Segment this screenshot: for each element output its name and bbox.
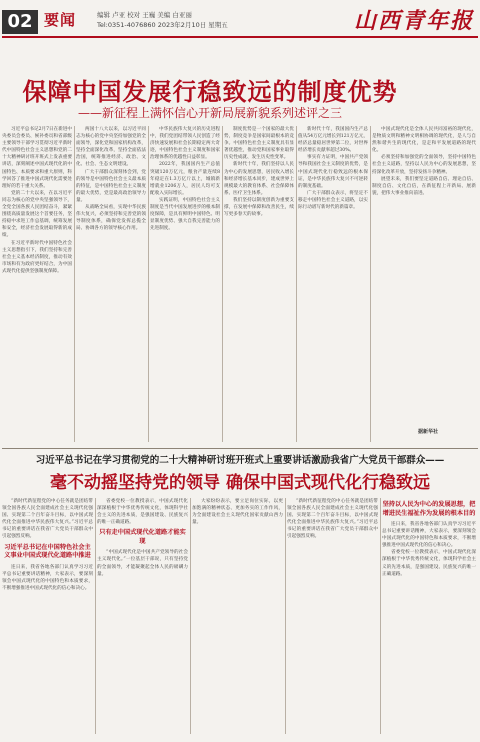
page-number: 02 bbox=[2, 10, 38, 34]
paragraph: 中华民族伟大复兴的历史进程中，我们党团结带领人民创造了经济快速发展和社会长期稳定两大奇迹，中国特色社会主义制度和国家治理体系的优越性日益彰显。 bbox=[150, 127, 220, 161]
lead-column bbox=[298, 126, 368, 446]
paragraph: 我们坚持以制度创新为重要支撑，在发展中保障和改善民生，续写更多春天的故事。 bbox=[224, 197, 294, 218]
paragraph: 广大干部群众深刻体会到，党的领导是中国特色社会主义最本质的特征，是中国特色社会主义制度的最大优势，党是最高政治领导力量。 bbox=[76, 169, 146, 203]
lead-column bbox=[76, 126, 146, 446]
paragraph: 在习近平新时代中国特色社会主义思想指引下，我们坚持和完善社会主义基本经济制度，推动有效市场和有为政府更好结合，为中国式现代化提供坚强制度保障。 bbox=[2, 240, 72, 274]
lead-column bbox=[224, 126, 294, 446]
second-column bbox=[97, 498, 188, 736]
second-article-title: 毫不动摇坚持党的领导 确保中国式现代化行稳致远 bbox=[50, 473, 430, 493]
column-divider bbox=[74, 126, 75, 442]
paragraph: 大家纷纷表示，要立足岗位实际，以更加饱满的精神状态、更加务实的工作作风，为全面建设社会主义现代化国家贡献山西力量。 bbox=[192, 499, 283, 526]
lead-column bbox=[150, 126, 220, 446]
paragraph: 广大干部群众表示，将坚定不移走中国特色社会主义道路，以实际行动谱写新时代的新篇章。 bbox=[298, 190, 368, 211]
second-column bbox=[382, 498, 476, 736]
paragraph: 中国式现代化是全体人民共同富裕的现代化，是物质文明和精神文明相协调的现代化，是人与自然和谐共生的现代化，是走和平发展道路的现代化。 bbox=[372, 127, 476, 154]
paragraph: “新时代新征程党的中心任务就是团结带领全国各族人民全面建成社会主义现代化强国、实现第二个百年奋斗目标，以中国式现代化全面推进中华民族伟大复兴。”习近平总书记的重要讲话在我省广大党员干部群众中引起强烈反响。 bbox=[2, 499, 93, 540]
masthead-rule bbox=[2, 36, 478, 38]
second-column bbox=[287, 498, 378, 736]
paragraph: 新时代十年，我国国内生产总值从54万亿元增长到121万亿元，经济总量稳居世界第二位，对世界经济增长贡献率超过30%。 bbox=[298, 127, 368, 154]
paragraph: 省委党校一位教授表示，中国式现代化深深植根于中华优秀传统文化，体现科学社会主义的先进本质，是强国建设、民族复兴的唯一正确道路。 bbox=[382, 550, 476, 577]
column-divider bbox=[296, 126, 297, 442]
paragraph: 习近平总书记2月7日在新进中央委员会委员、候补委员和省部级主要领导干部学习贯彻习近平新时代中国特色社会主义思想和党的二十大精神研讨班开班式上发表重要讲话，深刻阐述中国式现代化的中国特色、本质要求和重大原则，科学回答了推进中国式现代化需要处理好的若干重大关系。 bbox=[2, 127, 72, 189]
paragraph: 连日来，我省各地各部门认真学习习近平总书记重要讲话精神，大家表示，要深刻领会中国式现代化的中国特色和本质要求，不断增强推进中国式现代化的信心和决心。 bbox=[2, 564, 93, 591]
second-column bbox=[2, 498, 93, 736]
lead-article-byline: 据新华社 bbox=[418, 429, 439, 435]
paragraph: 省委党校一位教授表示，中国式现代化深深植根于中华优秀传统文化，体现科学社会主义的先进本质，是强国建设、民族复兴的唯一正确道路。 bbox=[97, 499, 188, 526]
lead-column bbox=[2, 126, 72, 446]
paragraph: “新时代新征程党的中心任务就是团结带领全国各族人民全面建成社会主义现代化强国、实现第二个百年奋斗目标，以中国式现代化全面推进中华民族伟大复兴。”习近平总书记的重要讲话在我省广大党员干部群众中引起强烈反响。 bbox=[287, 499, 378, 540]
section-name: 要闻 bbox=[44, 11, 77, 29]
paragraph: 必须坚持和加强党的全面领导，坚持中国特色社会主义道路，坚持以人民为中心的发展思想，坚持深化改革开放，坚持发扬斗争精神。 bbox=[372, 155, 476, 175]
paragraph: 新时代十年，我们坚持以人民为中心的发展思想，居民收入增长和经济增长基本同步，建成世界上规模最大的教育体系、社会保障体系、医疗卫生体系。 bbox=[224, 162, 294, 196]
column-divider bbox=[222, 126, 223, 442]
paragraph: 两国十八大以来，以习近平同志为核心的党中央坚持加强党的全面领导，深化党和国家机构改革，坚持全面深化改革，坚持全面依法治国，统筹推进经济、政治、文化、社会、生态文明建设。 bbox=[76, 127, 146, 168]
date-line: Tel:0351-4076860 2023年2月10日 星期五 bbox=[97, 21, 228, 29]
paragraph: “中国式现代化是中国共产党领导的社会主义现代化。”一位基层干部说，只有坚持党的全面领导，才能凝聚起全体人民的磅礴力量。 bbox=[97, 550, 188, 577]
paragraph: 事实有力证明，中国共产党领导和我国社会主义制度的优势，是中国式现代化行稳致远的根本保证，是中华民族伟大复兴不可逆转的制度基础。 bbox=[298, 155, 368, 189]
lead-article-subtitle: ——新征程上满怀信心开新局展新貌系列述评之三 bbox=[77, 106, 342, 120]
second-column bbox=[192, 498, 283, 736]
newspaper-logo: 山西青年报 bbox=[353, 8, 474, 34]
subheading: 坚持以人民为中心的发展思想，把增进民生福祉作为发展的根本目的 bbox=[382, 501, 476, 517]
paragraph: 从战略全局看，实现中华民族伟大复兴，必须坚持和完善党的领导制度体系，确保党发挥总揽全局、协调各方的领导核心作用。 bbox=[76, 205, 146, 232]
paragraph: 制度优势是一个国家的最大优势，制度竞争是国家间最根本的竞争。中国特色社会主义制度具有显著优越性，推动党和国家事业取得历史性成就、发生历史性变革。 bbox=[224, 127, 294, 161]
paragraph: 展望未来，我们要坚定道路自信、理论自信、制度自信、文化自信，在新征程上开新局、展新貌，把伟大事业推向前进。 bbox=[372, 176, 476, 196]
column-divider bbox=[190, 498, 191, 734]
masthead bbox=[0, 0, 480, 44]
section-divider bbox=[2, 448, 478, 449]
column-divider bbox=[370, 126, 371, 442]
subheading: 习近平总书记在中国特色社会主义事业中国式现代化道路中推进 bbox=[4, 543, 91, 560]
column-divider bbox=[95, 498, 96, 734]
lead-column bbox=[372, 126, 476, 446]
subheading: 只有走中国式现代化道路才能实现 bbox=[99, 529, 186, 545]
column-divider bbox=[148, 126, 149, 442]
editors-line: 编辑 卢亚 校对 王巍 美编 白亚丽 bbox=[97, 11, 192, 19]
paragraph: 连日来，我省各地各部门认真学习习近平总书记重要讲话精神，大家表示，要深刻领会中国式现代化的中国特色和本质要求，不断增强推进中国式现代化的信心和决心。 bbox=[382, 522, 476, 549]
second-article-kicker: 习近平总书记在学习贯彻党的二十大精神研讨班开班式上重要讲话激励我省广大党员干部群众—— bbox=[35, 455, 445, 466]
column-divider bbox=[380, 498, 381, 734]
paragraph: 2022年，我国国内生产总值突破120万亿元，粮食产量连续8年稳定在1.3万亿斤以上，城镇新增就业1206万人，居民人均可支配收入实际增长。 bbox=[150, 162, 220, 196]
paragraph: 党的二十大以来，在以习近平同志为核心的党中央坚强领导下，全党全国各族人民团结奋斗，紧紧围绕高质量发展这个首要任务，坚持稳中求进工作总基调，统筹发展和安全，经济社会发展取得新的成绩。 bbox=[2, 190, 72, 239]
column-divider bbox=[285, 498, 286, 734]
paragraph: 实践证明，中国特色社会主义制度是当代中国发展进步的根本制度保障，是具有鲜明中国特色、明显制度优势、强大自我完善能力的先进制度。 bbox=[150, 197, 220, 232]
lead-article-title: 保障中国发展行稳致远的制度优势 bbox=[22, 78, 398, 106]
